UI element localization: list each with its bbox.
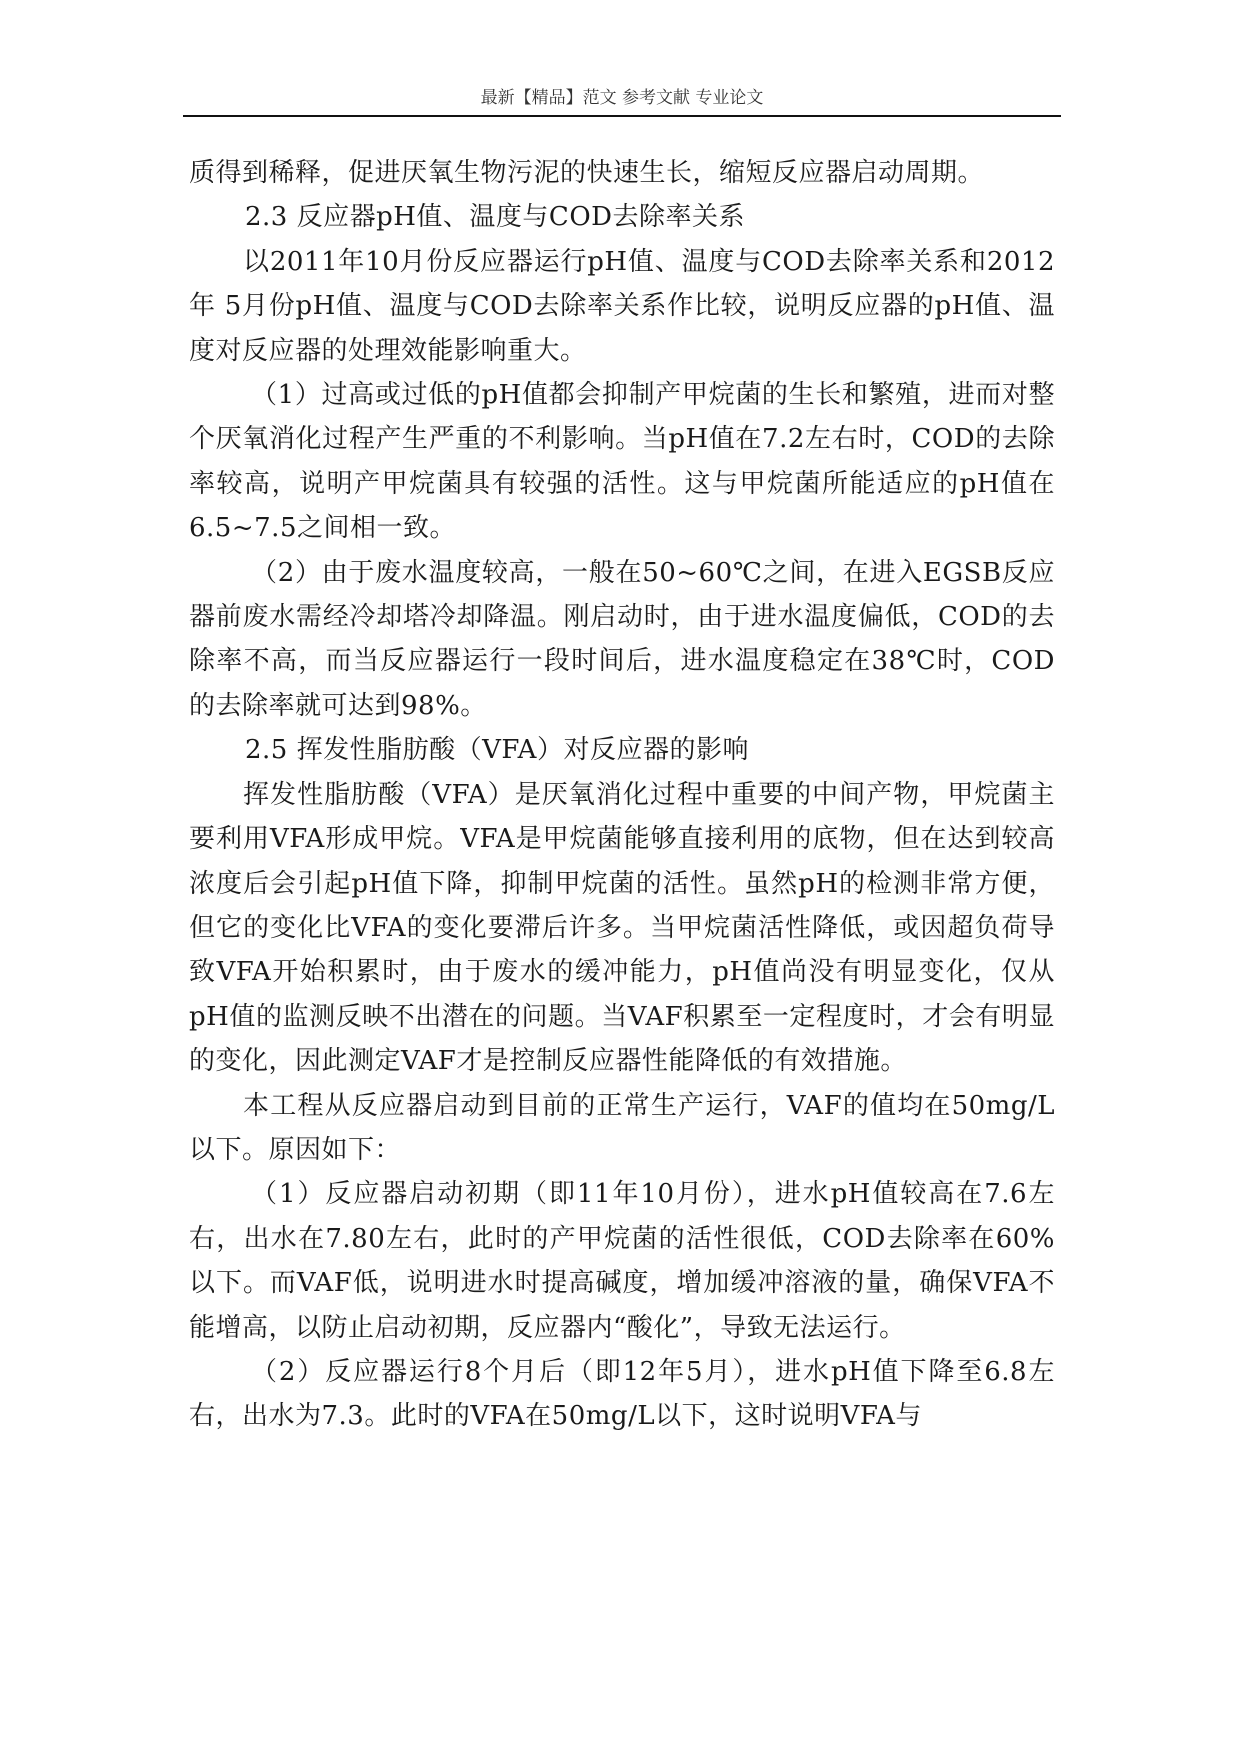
paragraph-vaf-summary: 本工程从反应器启动到目前的正常生产运行，VAF的值均在50mg/L以下。原因如下： bbox=[189, 1090, 1055, 1165]
section-heading-2-5: 2.5 挥发性脂肪酸（VFA）对反应器的影响 bbox=[245, 735, 749, 766]
paragraph-ph-effect: （1）过高或过低的pH值都会抑制产甲烷菌的生长和繁殖，进而对整个厌氧消化过程产生严重的不利影响。当pH值在7.2左右时，COD的去除率较高，说明产甲烷菌具有较强的活性。这与甲烷菌所能适应的pH值在6.5~7.5之间相一致。 bbox=[189, 380, 1055, 544]
document-body bbox=[189, 151, 1055, 1439]
section-heading-2-3: 2.3 反应器pH值、温度与COD去除率关系 bbox=[245, 202, 745, 233]
header-divider bbox=[183, 115, 1061, 117]
paragraph-continuation: 质得到稀释，促进厌氧生物污泥的快速生长，缩短反应器启动周期。 bbox=[189, 158, 985, 188]
paragraph-ph-temperature-comparison: 以2011年10月份反应器运行pH值、温度与COD去除率关系和2012年 5月份pH值、温度与COD去除率关系作比较，说明反应器的pH值、温度对反应器的处理效能影响重大。 bbox=[189, 246, 1055, 366]
page-header: 最新【精品】范文 参考文献 专业论文 bbox=[480, 88, 764, 108]
paragraph-vfa-description: 挥发性脂肪酸（VFA）是厌氧消化过程中重要的中间产物，甲烷菌主要利用VFA形成甲烷。VFA是甲烷菌能够直接利用的底物，但在达到较高浓度后会引起pH值下降，抑制甲烷菌的活性。虽然pH的检测非常方便，但它的变化比VFA的变化要滞后许多。当甲烷菌活性降低，或因超负荷导致VFA开始积累时，由于废水的缓冲能力，pH值尚没有明显变化，仅从pH值的监测反映不出潜在的问题。当VAF积累至一定程度时，才会有明显的变化，因此测定VAF才是控制反应器性能降低的有效措施。 bbox=[189, 779, 1055, 1077]
paragraph-eight-months: （2）反应器运行8个月后（即12年5月），进水pH值下降至6.8左右，出水为7.3。此时的VFA在50mg/L以下，这时说明VFA与 bbox=[189, 1356, 1055, 1432]
paragraph-startup-phase: （1）反应器启动初期（即11年10月份），进水pH值较高在7.6左右，出水在7.80左右，此时的产甲烷菌的活性很低，COD去除率在60%以下。而VAF低，说明进水时提高碱度，增加缓冲溶液的量，确保VFA不能增高，以防止启动初期，反应器内“酸化”，导致无法运行。 bbox=[189, 1179, 1055, 1343]
paragraph-temperature-effect: （2）由于废水温度较高，一般在50~60℃之间，在进入EGSB反应器前废水需经冷却塔冷却降温。刚启动时，由于进水温度偏低，COD的去除率不高，而当反应器运行一段时间后，进水温度稳定在38℃时，COD的去除率就可达到98%。 bbox=[189, 557, 1055, 721]
